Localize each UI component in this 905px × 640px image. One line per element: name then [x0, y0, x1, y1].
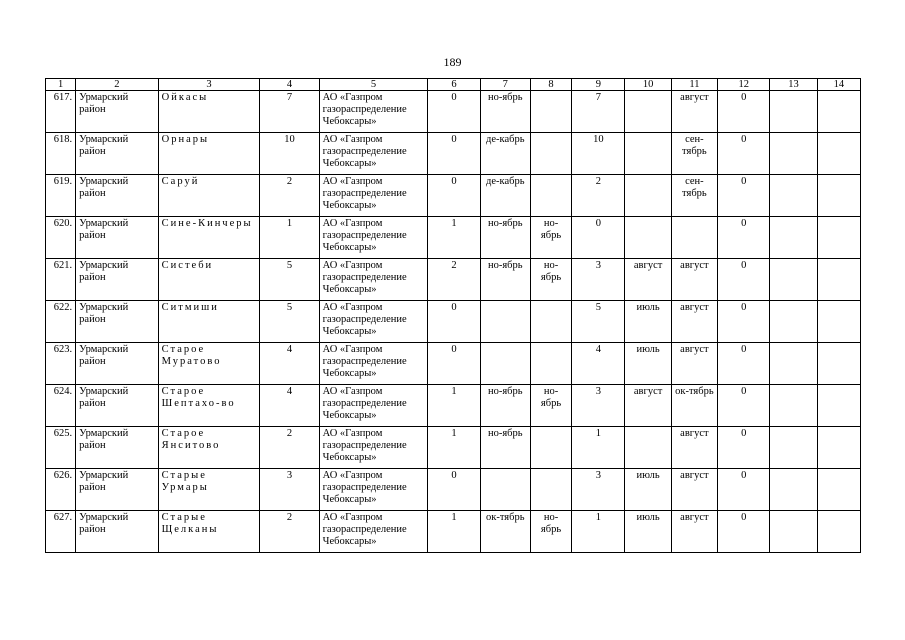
column-header: 5 [319, 79, 428, 91]
value-cell: 1 [428, 217, 480, 259]
district-cell: Урмарский район [76, 469, 159, 511]
district-cell: Урмарский район [76, 91, 159, 133]
month-cell [530, 427, 571, 469]
value-cell: 0 [718, 217, 770, 259]
month-cell: но-ябрь [480, 91, 530, 133]
settlement-cell: Ситмиши [158, 301, 260, 343]
value-cell: 0 [428, 175, 480, 217]
district-cell: Урмарский район [76, 133, 159, 175]
value-cell: 0 [718, 133, 770, 175]
table-row [46, 133, 861, 175]
value-cell: 0 [718, 301, 770, 343]
organization-cell: АО «Газпром газораспределение Чебоксары» [319, 427, 428, 469]
settlement-cell: Сине-Кинчеры [158, 217, 260, 259]
empty-cell [817, 259, 860, 301]
column-header: 12 [718, 79, 770, 91]
month-cell: сен-тябрь [671, 175, 717, 217]
count-cell: 1 [260, 217, 319, 259]
empty-cell [770, 175, 817, 217]
row-number: 625. [46, 427, 76, 469]
column-header: 13 [770, 79, 817, 91]
month-cell: сен-тябрь [671, 133, 717, 175]
empty-cell [770, 511, 817, 553]
table-row [46, 343, 861, 385]
empty-cell [770, 469, 817, 511]
district-cell: Урмарский район [76, 343, 159, 385]
month-cell [480, 343, 530, 385]
count-cell: 4 [260, 343, 319, 385]
table-row [46, 259, 861, 301]
value-cell: 0 [718, 175, 770, 217]
month-cell: но-ябрь [480, 427, 530, 469]
settlement-cell: Ойкасы [158, 91, 260, 133]
month-cell: июль [625, 343, 671, 385]
column-header: 6 [428, 79, 480, 91]
month-cell [530, 133, 571, 175]
settlement-cell: Старые Урмары [158, 469, 260, 511]
value-cell: 4 [572, 343, 625, 385]
month-cell [625, 427, 671, 469]
empty-cell [817, 343, 860, 385]
settlement-cell: Старое Шептахо-во [158, 385, 260, 427]
month-cell: август [671, 469, 717, 511]
district-cell: Урмарский район [76, 175, 159, 217]
page-number: 189 [443, 55, 462, 69]
month-cell: де-кабрь [480, 175, 530, 217]
empty-cell [770, 427, 817, 469]
count-cell: 5 [260, 259, 319, 301]
count-cell: 2 [260, 427, 319, 469]
value-cell: 3 [572, 469, 625, 511]
value-cell: 0 [718, 91, 770, 133]
settlement-cell: Саруй [158, 175, 260, 217]
row-number: 627. [46, 511, 76, 553]
value-cell: 1 [572, 511, 625, 553]
empty-cell [817, 91, 860, 133]
organization-cell: АО «Газпром газораспределение Чебоксары» [319, 469, 428, 511]
count-cell: 2 [260, 511, 319, 553]
month-cell: но-ябрь [530, 217, 571, 259]
count-cell: 3 [260, 469, 319, 511]
empty-cell [770, 385, 817, 427]
row-number: 622. [46, 301, 76, 343]
table-row [46, 301, 861, 343]
value-cell: 0 [718, 427, 770, 469]
empty-cell [817, 385, 860, 427]
month-cell [530, 343, 571, 385]
month-cell: июль [625, 511, 671, 553]
row-number: 619. [46, 175, 76, 217]
month-cell [625, 133, 671, 175]
settlement-cell: Орнары [158, 133, 260, 175]
column-header: 3 [158, 79, 260, 91]
empty-cell [817, 133, 860, 175]
value-cell: 2 [428, 259, 480, 301]
empty-cell [770, 217, 817, 259]
column-header: 8 [530, 79, 571, 91]
month-cell: но-ябрь [480, 385, 530, 427]
month-cell: август [625, 259, 671, 301]
month-cell [625, 175, 671, 217]
month-cell [530, 91, 571, 133]
gasification-table [45, 78, 861, 553]
value-cell: 1 [572, 427, 625, 469]
value-cell: 0 [428, 91, 480, 133]
row-number: 626. [46, 469, 76, 511]
value-cell: 0 [718, 511, 770, 553]
district-cell: Урмарский район [76, 511, 159, 553]
value-cell: 0 [428, 301, 480, 343]
month-cell: но-ябрь [480, 217, 530, 259]
value-cell: 2 [572, 175, 625, 217]
value-cell: 0 [718, 469, 770, 511]
organization-cell: АО «Газпром газораспределение Чебоксары» [319, 133, 428, 175]
column-header: 4 [260, 79, 319, 91]
month-cell: август [671, 301, 717, 343]
empty-cell [817, 469, 860, 511]
month-cell: ок-тябрь [671, 385, 717, 427]
month-cell: но-ябрь [480, 259, 530, 301]
month-cell [530, 469, 571, 511]
month-cell [530, 175, 571, 217]
settlement-cell: Старое Муратово [158, 343, 260, 385]
empty-cell [817, 217, 860, 259]
month-cell: но-ябрь [530, 259, 571, 301]
value-cell: 0 [428, 133, 480, 175]
organization-cell: АО «Газпром газораспределение Чебоксары» [319, 175, 428, 217]
month-cell: август [671, 91, 717, 133]
count-cell: 4 [260, 385, 319, 427]
count-cell: 5 [260, 301, 319, 343]
column-header: 9 [572, 79, 625, 91]
row-number: 617. [46, 91, 76, 133]
empty-cell [817, 175, 860, 217]
organization-cell: АО «Газпром газораспределение Чебоксары» [319, 91, 428, 133]
count-cell: 10 [260, 133, 319, 175]
column-header: 7 [480, 79, 530, 91]
empty-cell [770, 91, 817, 133]
settlement-cell: Старые Щелканы [158, 511, 260, 553]
district-cell: Урмарский район [76, 217, 159, 259]
district-cell: Урмарский район [76, 259, 159, 301]
column-header: 14 [817, 79, 860, 91]
value-cell: 3 [572, 259, 625, 301]
value-cell: 5 [572, 301, 625, 343]
organization-cell: АО «Газпром газораспределение Чебоксары» [319, 343, 428, 385]
month-cell: август [625, 385, 671, 427]
organization-cell: АО «Газпром газораспределение Чебоксары» [319, 301, 428, 343]
value-cell: 0 [718, 259, 770, 301]
month-cell [480, 469, 530, 511]
row-number: 618. [46, 133, 76, 175]
value-cell: 7 [572, 91, 625, 133]
value-cell: 0 [718, 385, 770, 427]
table-row [46, 385, 861, 427]
empty-cell [770, 343, 817, 385]
month-cell [530, 301, 571, 343]
value-cell: 0 [718, 343, 770, 385]
organization-cell: АО «Газпром газораспределение Чебоксары» [319, 259, 428, 301]
month-cell: август [671, 511, 717, 553]
column-header: 10 [625, 79, 671, 91]
empty-cell [770, 301, 817, 343]
row-number: 623. [46, 343, 76, 385]
row-number: 620. [46, 217, 76, 259]
district-cell: Урмарский район [76, 427, 159, 469]
month-cell: июль [625, 301, 671, 343]
month-cell: ок-тябрь [480, 511, 530, 553]
column-header: 2 [76, 79, 159, 91]
empty-cell [817, 301, 860, 343]
value-cell: 0 [428, 343, 480, 385]
row-number: 621. [46, 259, 76, 301]
month-cell: август [671, 427, 717, 469]
row-number: 624. [46, 385, 76, 427]
value-cell: 1 [428, 511, 480, 553]
table-row [46, 511, 861, 553]
month-cell: де-кабрь [480, 133, 530, 175]
value-cell: 0 [428, 469, 480, 511]
column-header: 11 [671, 79, 717, 91]
table-row [46, 217, 861, 259]
count-cell: 7 [260, 91, 319, 133]
empty-cell [770, 259, 817, 301]
value-cell: 10 [572, 133, 625, 175]
month-cell [480, 301, 530, 343]
empty-cell [817, 427, 860, 469]
table-row [46, 469, 861, 511]
month-cell: август [671, 259, 717, 301]
month-cell [671, 217, 717, 259]
settlement-cell: Старое Янситово [158, 427, 260, 469]
count-cell: 2 [260, 175, 319, 217]
month-cell [625, 91, 671, 133]
month-cell: июль [625, 469, 671, 511]
month-cell: но-ябрь [530, 385, 571, 427]
month-cell: август [671, 343, 717, 385]
table-row [46, 427, 861, 469]
month-cell: но-ябрь [530, 511, 571, 553]
organization-cell: АО «Газпром газораспределение Чебоксары» [319, 217, 428, 259]
month-cell [625, 217, 671, 259]
table-row [46, 91, 861, 133]
value-cell: 0 [572, 217, 625, 259]
value-cell: 1 [428, 427, 480, 469]
table-row [46, 175, 861, 217]
value-cell: 1 [428, 385, 480, 427]
column-number-row [46, 79, 861, 91]
organization-cell: АО «Газпром газораспределение Чебоксары» [319, 511, 428, 553]
district-cell: Урмарский район [76, 385, 159, 427]
column-header: 1 [46, 79, 76, 91]
organization-cell: АО «Газпром газораспределение Чебоксары» [319, 385, 428, 427]
table-body [46, 91, 861, 553]
district-cell: Урмарский район [76, 301, 159, 343]
value-cell: 3 [572, 385, 625, 427]
empty-cell [770, 133, 817, 175]
settlement-cell: Систеби [158, 259, 260, 301]
empty-cell [817, 511, 860, 553]
